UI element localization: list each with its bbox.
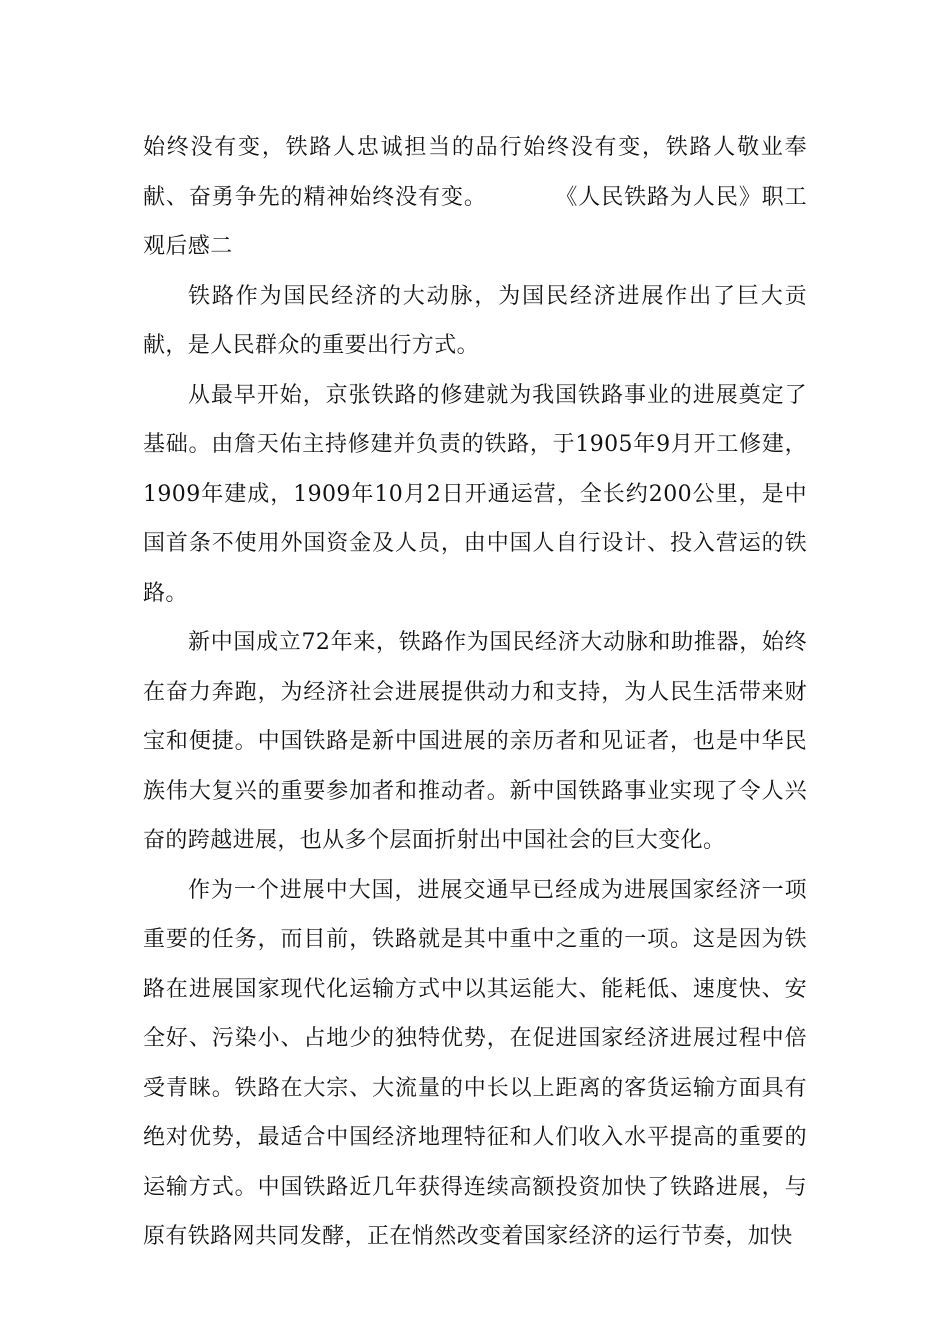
paragraph: 作为一个进展中大国，进展交通早已经成为进展国家经济一项重要的任务，而目前，铁路就是其中重中之重的一项。这是因为铁路在进展国家现代化运输方式中以其运能大、能耗低、速度快、安全好、污染小、占地少的独特优势，在促进国家经济进展过程中倍受青睐。铁路在大宗、大流量的中长以上距离的客货运输方面具有绝对优势，最适合中国经济地理特征和人们收入水平提高的重要的运输方式。中国铁路近几年获得连续高额投资加快了铁路进展，与原有铁路网共同发酵，正在悄然改变着国家经济的运行节奏，加快 xyxy=(143,877,807,1249)
paragraph: 从最早开始，京张铁路的修建就为我国铁路事业的进展奠定了基础。由詹天佑主持修建并负责的铁路，于1905年9月开工修建，1909年建成，1909年10月2日开通运营，全长约200公里，是中国首条不使用外国资金及人员，由中国人自行设计、投入营运的铁路。 xyxy=(143,382,807,606)
opening-paragraph xyxy=(143,123,807,272)
paragraph: 新中国成立72年来，铁路作为国民经济大动脉和助推器，始终在奋力奔跑，为经济社会进展提供动力和支持，为人民生活带来财宝和便捷。中国铁路是新中国进展的亲历者和见证者，也是中华民族伟大复兴的重要参加者和推动者。新中国铁路事业实现了令人兴奋的跨越进展，也从多个层面折射出中国社会的巨大变化。 xyxy=(143,630,807,853)
opening-text: 始终没有变，铁路人忠诚担当的品行始终没有变，铁路人敬业奉献、奋勇争先的精神始终没有变。 xyxy=(143,135,807,210)
section-heading: 《人民铁路为人民》职工观后感二 xyxy=(143,184,807,259)
paragraph: 铁路作为国民经济的大动脉，为国民经济进展作出了巨大贡献，是人民群众的重要出行方式。 xyxy=(143,283,807,358)
document-body xyxy=(143,123,807,1262)
